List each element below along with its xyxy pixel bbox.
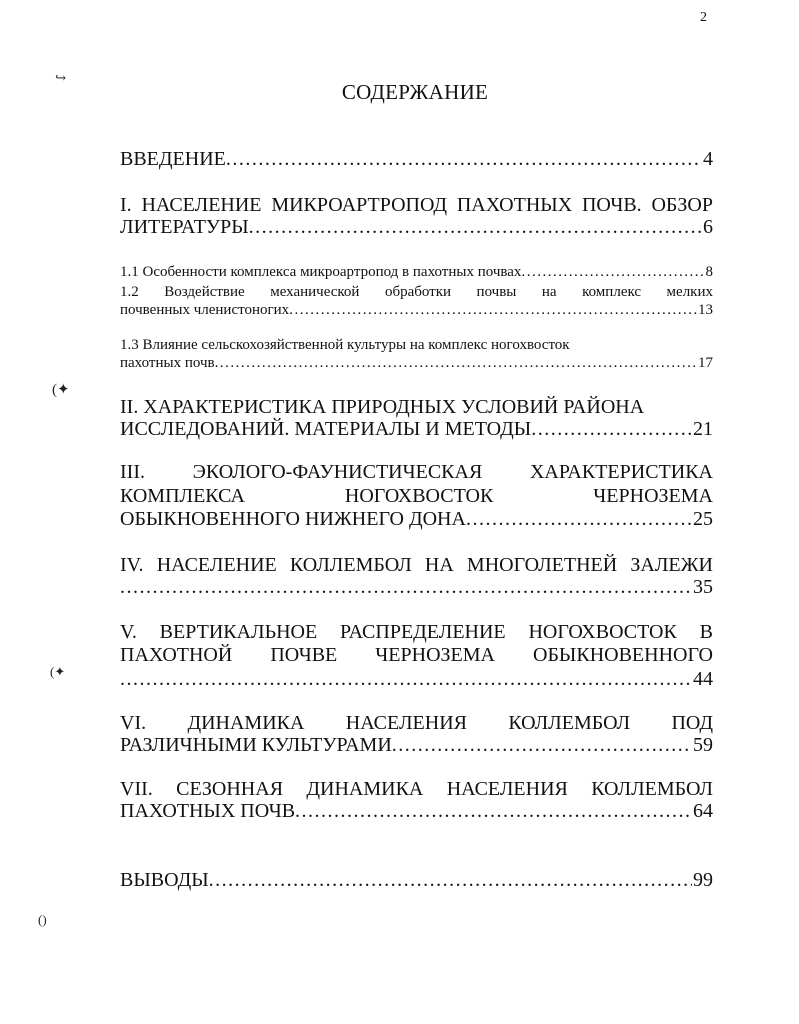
toc-entry-1-2[interactable]: 1.2 Воздействие механической обработки почвы на комплекс мелких — [120, 284, 713, 300]
toc-entry-chapter-7[interactable]: VII. СЕЗОННАЯ ДИНАМИКА НАСЕЛЕНИЯ КОЛЛЕМБОЛ — [120, 778, 713, 800]
toc-entry-chapter-7-cont[interactable]: ПАХОТНЫХ ПОЧВ ..... 64 — [120, 800, 713, 823]
toc-page: 35 — [693, 576, 713, 598]
toc-entry-chapter-6[interactable]: VI. ДИНАМИКА НАСЕЛЕНИЯ КОЛЛЕМБОЛ ПОД — [120, 712, 713, 734]
toc-page: 44 — [693, 668, 713, 690]
toc-page: 6 — [703, 216, 713, 238]
toc-entry-chapter-5-line2[interactable]: ПАХОТНОЙ ПОЧВЕ ЧЕРНОЗЕМА ОБЫКНОВЕННОГО — [120, 644, 713, 666]
toc-entry-chapter-3-line2[interactable]: КОМПЛЕКСА НОГОХВОСТОК ЧЕРНОЗЕМА — [120, 485, 713, 507]
toc-entry-chapter-1[interactable]: I. НАСЕЛЕНИЕ МИКРОАРТРОПОД ПАХОТНЫХ ПОЧВ. ОБЗОР — [120, 194, 713, 216]
dot-leader — [295, 800, 692, 823]
toc-entry-conclusions[interactable]: ВЫВОДЫ ..... 99 — [120, 869, 713, 892]
toc-entry-1-2-cont[interactable]: почвенных членистоногих ..... 13 — [120, 301, 713, 319]
toc-entry-chapter-1-cont[interactable]: ЛИТЕРАТУРЫ ..... 6 — [120, 216, 713, 239]
margin-mark-icon: (✦ — [50, 664, 66, 679]
dot-leader — [466, 508, 692, 531]
toc-page: 17 — [698, 355, 713, 371]
toc-entry-introduction[interactable]: ВВЕДЕНИЕ ..... 4 — [120, 148, 713, 171]
page-number: 2 — [700, 10, 707, 25]
toc-page: 8 — [705, 264, 713, 280]
toc-page: 25 — [693, 508, 713, 530]
toc-entry-chapter-3-cont[interactable]: ОБЫКНОВЕННОГО НИЖНЕГО ДОНА ..... 25 — [120, 508, 713, 531]
dot-leader — [521, 263, 704, 281]
margin-mark-icon: ↪ — [55, 70, 66, 85]
toc-entry-chapter-6-cont[interactable]: РАЗЛИЧНЫМИ КУЛЬТУРАМИ ..... 59 — [120, 734, 713, 757]
dot-leader — [531, 418, 692, 441]
toc-page: 21 — [693, 418, 713, 440]
dot-leader — [249, 216, 702, 239]
toc-entry-1-3[interactable]: 1.3 Влияние сельскохозяйственной культуры на комплекс ногохвосток — [120, 337, 570, 353]
dot-leader — [209, 869, 692, 892]
toc-entry-1-1[interactable]: 1.1 Особенности комплекса микроартропод в пахотных почвах ..... 8 — [120, 263, 713, 281]
dot-leader — [392, 734, 692, 757]
dot-leader — [120, 668, 692, 691]
toc-entry-chapter-5[interactable]: V. ВЕРТИКАЛЬНОЕ РАСПРЕДЕЛЕНИЕ НОГОХВОСТОК В — [120, 621, 713, 643]
page-title: СОДЕРЖАНИЕ — [341, 80, 489, 104]
dot-leader — [289, 301, 697, 319]
toc-page: 13 — [698, 302, 713, 318]
dot-leader — [215, 354, 697, 372]
toc-page: 64 — [693, 800, 713, 822]
toc-entry-chapter-5-cont[interactable] — [120, 668, 713, 691]
dot-leader — [120, 576, 692, 599]
toc-entry-1-3-cont[interactable]: пахотных почв ..... 17 — [120, 354, 713, 372]
toc-entry-chapter-3[interactable]: III. ЭКОЛОГО-ФАУНИСТИЧЕСКАЯ ХАРАКТЕРИСТИКА — [120, 461, 713, 483]
toc-page: 59 — [693, 734, 713, 756]
toc-page: 4 — [703, 148, 713, 170]
toc-entry-chapter-2[interactable]: II. ХАРАКТЕРИСТИКА ПРИРОДНЫХ УСЛОВИЙ РАЙОНА — [120, 396, 645, 418]
dot-leader — [226, 148, 702, 171]
margin-mark-icon: (✦ — [52, 382, 70, 398]
toc-page: 99 — [693, 869, 713, 891]
toc-entry-chapter-2-cont[interactable]: ИССЛЕДОВАНИЙ. МАТЕРИАЛЫ И МЕТОДЫ ..... 21 — [120, 418, 713, 441]
toc-entry-chapter-4-cont[interactable] — [120, 576, 713, 599]
margin-mark-icon: () — [38, 912, 47, 927]
toc-entry-chapter-4[interactable]: IV. НАСЕЛЕНИЕ КОЛЛЕМБОЛ НА МНОГОЛЕТНЕЙ ЗАЛЕЖИ — [120, 554, 713, 576]
